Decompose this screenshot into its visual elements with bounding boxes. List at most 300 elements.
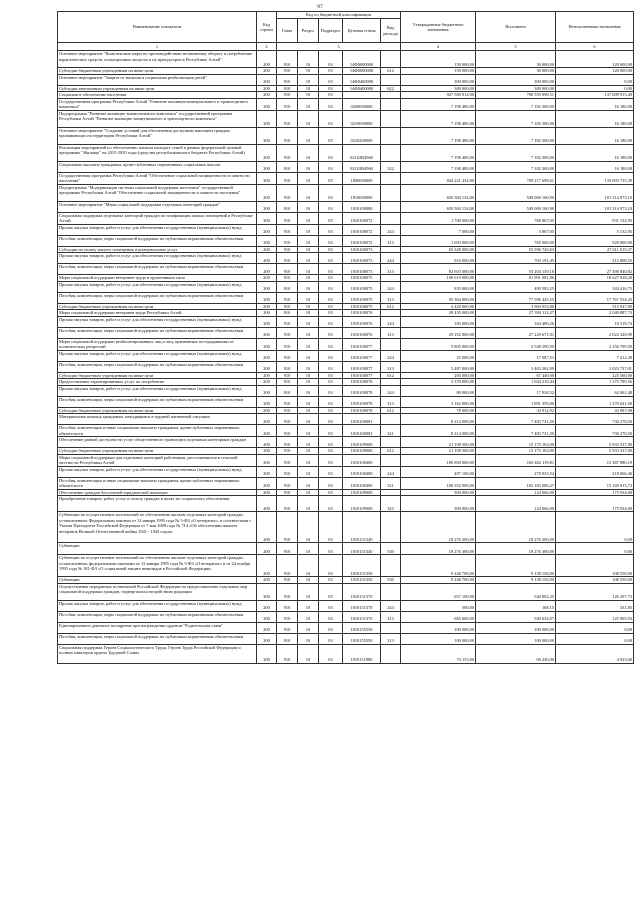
row-podrazdel: 03 xyxy=(319,68,343,75)
row-executed: 100 000,00 xyxy=(476,633,556,644)
row-glava: 910 xyxy=(277,543,298,555)
row-glava: 910 xyxy=(277,425,298,437)
row-unexecuted: 225 560,00 xyxy=(556,372,634,379)
row-razdel: 10 xyxy=(298,264,319,275)
table-row xyxy=(58,253,634,264)
row-line-code: 200 xyxy=(257,577,277,584)
row-expense-type: 612 xyxy=(381,68,401,75)
row-razdel: 10 xyxy=(298,338,319,350)
row-target-article: 02102R4960 xyxy=(343,161,381,172)
column-number: 4 xyxy=(401,43,476,51)
row-name: Обеспечение граждан бесплатной юридической помощью xyxy=(58,489,257,496)
row-line-code: 200 xyxy=(257,303,277,310)
row-target-article: 14Ф0000000 xyxy=(343,51,381,68)
row-expense-type: 244 xyxy=(381,385,401,396)
row-line-code: 200 xyxy=(257,385,277,396)
row-razdel: 10 xyxy=(298,275,319,282)
row-podrazdel: 03 xyxy=(319,350,343,361)
row-podrazdel: 03 xyxy=(319,184,343,201)
header-code-line: Код строки xyxy=(257,12,277,43)
row-approved: 21 108 500,00 xyxy=(401,437,476,448)
row-glava: 910 xyxy=(277,512,298,543)
row-executed: 15 175 163,00 xyxy=(476,448,556,455)
row-razdel: 10 xyxy=(298,184,319,201)
row-unexecuted: 1 375 789,56 xyxy=(556,379,634,386)
row-target-article: 0210200000 xyxy=(343,127,381,144)
row-line-code: 200 xyxy=(257,489,277,496)
row-name: Пособия, компенсации и иные социальные выплаты гражданам, кроме публичных нормативных обязательств xyxy=(58,477,257,489)
row-podrazdel: 03 xyxy=(319,264,343,275)
row-unexecuted: 7 412,49 xyxy=(556,350,634,361)
row-expense-type: 313 xyxy=(381,633,401,644)
row-line-code: 200 xyxy=(257,437,277,448)
row-executed: 7 182 300,00 xyxy=(476,98,556,110)
row-target-article: 1810109000 xyxy=(343,489,381,496)
row-podrazdel: 03 xyxy=(319,477,343,489)
row-podrazdel: 03 xyxy=(319,489,343,496)
row-line-code: 200 xyxy=(257,512,277,543)
row-expense-type: 313 xyxy=(381,361,401,372)
row-name: Пособия, компенсации, меры социальной поддержки по публичным нормативным обязательствам xyxy=(58,327,257,338)
row-executed: 490 583,25 xyxy=(476,281,556,292)
row-approved: 916 000,00 xyxy=(401,253,476,264)
row-razdel: 10 xyxy=(298,385,319,396)
row-name: Государственная программа Республики Алтай "Обеспечение социальной защищенности и занятости населения" xyxy=(58,172,257,184)
row-name: Социальная поддержка Героев Социалистического Труда, Героев Труда Российской Федерации и полных кавалеров ордена Трудовой Славы xyxy=(58,644,257,663)
row-razdel: 10 xyxy=(298,161,319,172)
row-target-article: 1810100075 xyxy=(343,275,381,282)
row-expense-type: 612 xyxy=(381,407,401,414)
row-target-article: 1810100077 xyxy=(343,350,381,361)
row-executed: 9 138 150,00 xyxy=(476,577,556,584)
row-target-article: 1810151340 xyxy=(343,543,381,555)
row-unexecuted: 126 297,75 xyxy=(556,583,634,600)
row-expense-type xyxy=(381,127,401,144)
row-unexecuted: 137 009 915,49 xyxy=(556,92,634,99)
row-unexecuted: 931 132,95 xyxy=(556,212,634,224)
row-podrazdel: 03 xyxy=(319,292,343,303)
row-executed: 3 867,05 xyxy=(476,224,556,235)
row-podrazdel: 03 xyxy=(319,172,343,184)
table-body xyxy=(58,51,634,664)
table-row xyxy=(58,466,634,477)
row-name: Пособия, компенсации, меры социальной поддержки по публичным нормативным обязательствам xyxy=(58,611,257,622)
row-unexecuted: 928 000,00 xyxy=(556,235,634,246)
row-podrazdel: 03 xyxy=(319,437,343,448)
table-row xyxy=(58,144,634,161)
row-razdel: 10 xyxy=(298,85,319,92)
row-executed: 164 480,26 xyxy=(476,316,556,327)
row-target-article: 1810100072 xyxy=(343,224,381,235)
row-razdel: 10 xyxy=(298,543,319,555)
table-row xyxy=(58,98,634,110)
row-name: Основное мероприятие "Комплексные меры по противодействию незаконному обороту и потреблению наркотических средств, психотропных веществ и их прекурсоров в Республике Алтай" xyxy=(58,51,257,68)
row-glava: 910 xyxy=(277,385,298,396)
row-name: Осуществление переданных полномочий Российской Федерации по предоставлению отдельных мер социальной поддержки граждан, подвергшихся воздействию радиации xyxy=(58,583,257,600)
budget-execution-table xyxy=(57,11,634,664)
row-glava: 910 xyxy=(277,414,298,425)
row-expense-type xyxy=(381,338,401,350)
row-approved: 5 487 000,00 xyxy=(401,361,476,372)
row-glava: 910 xyxy=(277,51,298,68)
row-unexecuted: 18 627 918,20 xyxy=(556,275,634,282)
row-line-code: 200 xyxy=(257,51,277,68)
row-target-article: 1810151340 xyxy=(343,512,381,543)
row-razdel: 10 xyxy=(298,253,319,264)
row-expense-type: 244 xyxy=(381,466,401,477)
row-approved: 100 000,00 xyxy=(401,633,476,644)
row-expense-type xyxy=(381,414,401,425)
row-approved: 3 370 000,00 xyxy=(401,379,476,386)
header-razdel: Раздел xyxy=(298,19,319,43)
row-expense-type: 313 xyxy=(381,611,401,622)
row-glava: 910 xyxy=(277,644,298,663)
row-unexecuted: 5 933 337,00 xyxy=(556,448,634,455)
page-number: 97 xyxy=(317,4,323,10)
row-approved: 29 435 000,00 xyxy=(401,310,476,317)
row-expense-type: 323 xyxy=(381,496,401,512)
row-expense-type: 313 xyxy=(381,327,401,338)
row-razdel: 10 xyxy=(298,622,319,633)
row-name: Пособия, компенсации, меры социальной поддержки по публичным нормативным обязательствам xyxy=(58,633,257,644)
row-line-code: 200 xyxy=(257,172,277,184)
row-unexecuted: 125 965,93 xyxy=(556,611,634,622)
row-glava: 910 xyxy=(277,600,298,611)
row-razdel: 10 xyxy=(298,68,319,75)
row-name: Прочая закупка товаров, работ и услуг для обеспечения государственных (муниципальных) нужд xyxy=(58,224,257,235)
row-razdel: 10 xyxy=(298,303,319,310)
row-glava: 910 xyxy=(277,466,298,477)
row-target-article: 1810100000 xyxy=(343,201,381,212)
row-expense-type: 612 xyxy=(381,303,401,310)
row-expense-type: 244 xyxy=(381,600,401,611)
table-row xyxy=(58,212,634,224)
table-row xyxy=(58,555,634,577)
row-razdel: 10 xyxy=(298,224,319,235)
row-podrazdel: 03 xyxy=(319,161,343,172)
row-podrazdel: 03 xyxy=(319,466,343,477)
row-razdel: 10 xyxy=(298,555,319,577)
row-target-article: 1810100076 xyxy=(343,316,381,327)
row-executed: 30 000,00 xyxy=(476,68,556,75)
row-approved: 25 000,00 xyxy=(401,350,476,361)
row-glava: 910 xyxy=(277,85,298,92)
row-approved: 665 600,00 xyxy=(401,611,476,622)
row-line-code: 200 xyxy=(257,68,277,75)
row-name: Прочая закупка товаров, работ и услуг для обеспечения государственных (муниципальных) нужд xyxy=(58,316,257,327)
row-line-code: 200 xyxy=(257,235,277,246)
row-executed: 300 000,00 xyxy=(476,74,556,85)
row-expense-type: 313 xyxy=(381,292,401,303)
row-target-article: 1800000000 xyxy=(343,172,381,184)
row-name: Меры социальной поддержки реабилитированных лиц и лиц, признанных пострадавшими от политических репрессий xyxy=(58,338,257,350)
row-name: Социальные выплаты гражданам, кроме публичных нормативных социальных выплат xyxy=(58,161,257,172)
row-expense-type xyxy=(381,454,401,466)
row-approved: 8 214 000,00 xyxy=(401,425,476,437)
header-approved: Утвержденные бюджетные назначения xyxy=(401,12,476,43)
row-line-code: 200 xyxy=(257,281,277,292)
row-expense-type: 322 xyxy=(381,161,401,172)
row-executed: 790 559 998,51 xyxy=(476,92,556,99)
row-executed: 55 596 720,63 xyxy=(476,246,556,253)
row-podrazdel: 03 xyxy=(319,454,343,466)
row-executed: 300 000,00 xyxy=(476,85,556,92)
table-row xyxy=(58,583,634,600)
row-razdel: 10 xyxy=(298,361,319,372)
row-unexecuted: 108 550,00 xyxy=(556,555,634,577)
row-executed: 81 991 081,86 xyxy=(476,275,556,282)
row-podrazdel: 03 xyxy=(319,303,343,310)
row-name: Меры социальной поддержки для отдельных категорий работников, расселяющихся в сельской местности Республики Алтай xyxy=(58,454,257,466)
row-line-code: 200 xyxy=(257,310,277,317)
table-row xyxy=(58,454,634,466)
row-unexecuted: 62 061,48 xyxy=(556,385,634,396)
row-glava: 910 xyxy=(277,633,298,644)
row-razdel: 10 xyxy=(298,246,319,253)
row-razdel: 10 xyxy=(298,379,319,386)
row-approved: 650 584 134,00 xyxy=(401,201,476,212)
row-name: Государственная программа Республики Алтай "Развитие жилищно-коммунального и транспортного комплекса" xyxy=(58,98,257,110)
row-unexecuted: 120 000,00 xyxy=(556,68,634,75)
row-executed: 703 191,45 xyxy=(476,253,556,264)
row-razdel: 10 xyxy=(298,396,319,407)
row-podrazdel: 03 xyxy=(319,448,343,455)
row-name: Меры социальной поддержки ветеранов труда и труженников тыла xyxy=(58,275,257,282)
row-expense-type: 530 xyxy=(381,543,401,555)
row-target-article: 1810100075 xyxy=(343,281,381,292)
row-approved: 300 000,00 xyxy=(401,496,476,512)
table-row xyxy=(58,633,634,644)
row-podrazdel: 03 xyxy=(319,372,343,379)
row-unexecuted: 2 040 887,73 xyxy=(556,310,634,317)
row-razdel: 10 xyxy=(298,477,319,489)
row-glava: 910 xyxy=(277,264,298,275)
row-target-article: 1810100073 xyxy=(343,246,381,253)
row-name: Единовременное денежное поощрение при награждении орденом "Родительская слава" xyxy=(58,622,257,633)
row-unexecuted: 43 087,08 xyxy=(556,407,634,414)
row-podrazdel: 03 xyxy=(319,310,343,317)
row-razdel: 10 xyxy=(298,74,319,85)
row-approved: 150 000,00 xyxy=(401,68,476,75)
row-line-code: 200 xyxy=(257,184,277,201)
table-row xyxy=(58,172,634,184)
row-name: Субсидии бюджетным учреждениям на иные цели xyxy=(58,448,257,455)
row-target-article: 1810151370 xyxy=(343,600,381,611)
row-line-code: 200 xyxy=(257,127,277,144)
row-target-article: 1810109000 xyxy=(343,448,381,455)
row-razdel: 10 xyxy=(298,611,319,622)
row-approved: 293 000,00 xyxy=(401,372,476,379)
row-line-code: 200 xyxy=(257,161,277,172)
row-glava: 910 xyxy=(277,611,298,622)
row-target-article: 1810151350 xyxy=(343,577,381,584)
row-approved: 7 198 480,00 xyxy=(401,127,476,144)
row-line-code: 200 xyxy=(257,396,277,407)
row-podrazdel: 03 xyxy=(319,496,343,512)
row-target-article: 1810100078 xyxy=(343,379,381,386)
row-name: Основное мероприятие "Меры социальной поддержки отдельных категорий граждан" xyxy=(58,201,257,212)
row-unexecuted: 27 398 840,82 xyxy=(556,264,634,275)
header-vid: Вид расхода xyxy=(381,19,401,43)
row-approved: 1 693 000,00 xyxy=(401,235,476,246)
row-approved: 5 805 000,00 xyxy=(401,338,476,350)
row-glava: 910 xyxy=(277,184,298,201)
row-razdel: 10 xyxy=(298,454,319,466)
header-glava: Глава xyxy=(277,19,298,43)
row-expense-type xyxy=(381,184,401,201)
row-razdel: 10 xyxy=(298,327,319,338)
table-row xyxy=(58,338,634,350)
row-unexecuted: 16 180,00 xyxy=(556,110,634,127)
row-target-article: 0200000000 xyxy=(343,98,381,110)
row-line-code: 200 xyxy=(257,555,277,577)
row-podrazdel: 03 xyxy=(319,246,343,253)
table-row xyxy=(58,201,634,212)
row-executed: 30 000,00 xyxy=(476,51,556,68)
table-row xyxy=(58,622,634,633)
row-unexecuted: 2 023 737,01 xyxy=(556,361,634,372)
row-glava: 910 xyxy=(277,350,298,361)
row-podrazdel: 03 xyxy=(319,74,343,85)
table-row xyxy=(58,51,634,68)
row-unexecuted: 16 180,00 xyxy=(556,144,634,161)
row-name: Материальная помощь гражданам, находящимся в трудной жизненной ситуации xyxy=(58,414,257,425)
row-razdel: 10 xyxy=(298,201,319,212)
row-target-article: 1810155550 xyxy=(343,622,381,633)
row-glava: 910 xyxy=(277,110,298,127)
row-razdel: 10 xyxy=(298,489,319,496)
row-expense-type xyxy=(381,555,401,577)
row-line-code: 200 xyxy=(257,316,277,327)
row-expense-type xyxy=(381,172,401,184)
row-line-code: 200 xyxy=(257,379,277,386)
row-podrazdel: 03 xyxy=(319,407,343,414)
row-glava: 910 xyxy=(277,127,298,144)
row-razdel: 10 xyxy=(298,466,319,477)
row-expense-type: 612 xyxy=(381,448,401,455)
row-expense-type: 530 xyxy=(381,577,401,584)
row-razdel: 10 xyxy=(298,407,319,414)
row-expense-type: 313 xyxy=(381,264,401,275)
row-executed: 7 182 300,00 xyxy=(476,144,556,161)
row-approved: 657 100,00 xyxy=(401,583,476,600)
row-approved: 9 248 700,00 xyxy=(401,555,476,577)
row-target-article: 1810109000 xyxy=(343,437,381,448)
table-row xyxy=(58,425,634,437)
row-executed: 100 000,00 xyxy=(476,622,556,633)
row-approved: 180 850 000,00 xyxy=(401,454,476,466)
row-approved: 74 153,00 xyxy=(401,644,476,663)
table-row xyxy=(58,184,634,201)
row-glava: 910 xyxy=(277,379,298,386)
row-target-article: 1810100075 xyxy=(343,292,381,303)
row-line-code: 200 xyxy=(257,201,277,212)
row-approved: 650 584 134,00 xyxy=(401,184,476,201)
row-unexecuted: 17 767 554,45 xyxy=(556,292,634,303)
row-podrazdel: 03 xyxy=(319,396,343,407)
row-expense-type xyxy=(381,144,401,161)
row-name: Субсидии автономным учреждениям на иные цели xyxy=(58,85,257,92)
row-expense-type xyxy=(381,437,401,448)
row-name: Прочая закупка товаров, работ и услуг для обеспечения государственных (муниципальных) нужд xyxy=(58,385,257,396)
row-target-article: 14Ф0400000 xyxy=(343,74,381,85)
row-line-code: 200 xyxy=(257,264,277,275)
row-line-code: 200 xyxy=(257,583,277,600)
row-razdel: 10 xyxy=(298,235,319,246)
row-unexecuted: 331,85 xyxy=(556,600,634,611)
table-row xyxy=(58,385,634,396)
row-approved: 300 000,00 xyxy=(401,85,476,92)
row-line-code: 200 xyxy=(257,543,277,555)
row-executed: 27 394 112,27 xyxy=(476,310,556,317)
row-expense-type: 313 xyxy=(381,235,401,246)
row-executed: 27 229 671,01 xyxy=(476,327,556,338)
row-podrazdel: 03 xyxy=(319,127,343,144)
row-razdel: 10 xyxy=(298,92,319,99)
row-podrazdel: 03 xyxy=(319,201,343,212)
row-approved: 65 328 000,00 xyxy=(401,246,476,253)
row-expense-type: 244 xyxy=(381,281,401,292)
row-approved: 95 364 000,00 xyxy=(401,292,476,303)
row-target-article: 1810100400 xyxy=(343,477,381,489)
row-approved: 7 198 480,00 xyxy=(401,110,476,127)
row-expense-type: 244 xyxy=(381,350,401,361)
row-executed: 168,15 xyxy=(476,600,556,611)
row-line-code: 200 xyxy=(257,466,277,477)
header-executed: Исполнено xyxy=(476,12,556,43)
row-name: Предоставление гарантированных услуг по погребению xyxy=(58,379,257,386)
row-approved: 180 352 900,00 xyxy=(401,477,476,489)
row-glava: 910 xyxy=(277,577,298,584)
row-glava: 910 xyxy=(277,144,298,161)
row-podrazdel: 03 xyxy=(319,361,343,372)
row-line-code: 200 xyxy=(257,600,277,611)
row-glava: 910 xyxy=(277,98,298,110)
row-podrazdel: 03 xyxy=(319,253,343,264)
row-podrazdel: 03 xyxy=(319,235,343,246)
row-executed: 7 483 721,50 xyxy=(476,414,556,425)
row-glava: 910 xyxy=(277,338,298,350)
row-approved: 1 700 000,00 xyxy=(401,212,476,224)
row-executed: 549 069 160,90 xyxy=(476,201,556,212)
row-target-article: 02102R4960 xyxy=(343,144,381,161)
row-podrazdel: 03 xyxy=(319,583,343,600)
row-unexecuted: 16 180,00 xyxy=(556,98,634,110)
row-razdel: 10 xyxy=(298,51,319,68)
table-row xyxy=(58,264,634,275)
row-line-code: 200 xyxy=(257,407,277,414)
row-razdel: 10 xyxy=(298,496,319,512)
row-podrazdel: 03 xyxy=(319,385,343,396)
row-approved: 150 000,00 xyxy=(401,51,476,68)
row-name: Субсидии бюджетным учреждениям на иные цели xyxy=(58,407,257,414)
row-target-article: 0210000000 xyxy=(343,110,381,127)
row-name: Субсидии бюджетным учреждениям на иные цели xyxy=(58,303,257,310)
row-name: Пособия, компенсации и иные социальные выплаты гражданам, кроме публичных нормативных обязательств xyxy=(58,425,257,437)
row-glava: 910 xyxy=(277,316,298,327)
row-glava: 910 xyxy=(277,281,298,292)
row-name: Субвенции xyxy=(58,543,257,555)
row-razdel: 10 xyxy=(298,437,319,448)
table-row xyxy=(58,361,634,372)
row-podrazdel: 03 xyxy=(319,622,343,633)
row-executed: 17 587,51 xyxy=(476,350,556,361)
header-celevaya: Целевая статья xyxy=(343,19,381,43)
row-executed: 7 182 300,00 xyxy=(476,127,556,144)
row-name: Прочая закупка товаров, работ и услуг для обеспечения государственных (муниципальных) нужд xyxy=(58,600,257,611)
row-line-code: 200 xyxy=(257,85,277,92)
row-unexecuted: 175 934,00 xyxy=(556,489,634,496)
